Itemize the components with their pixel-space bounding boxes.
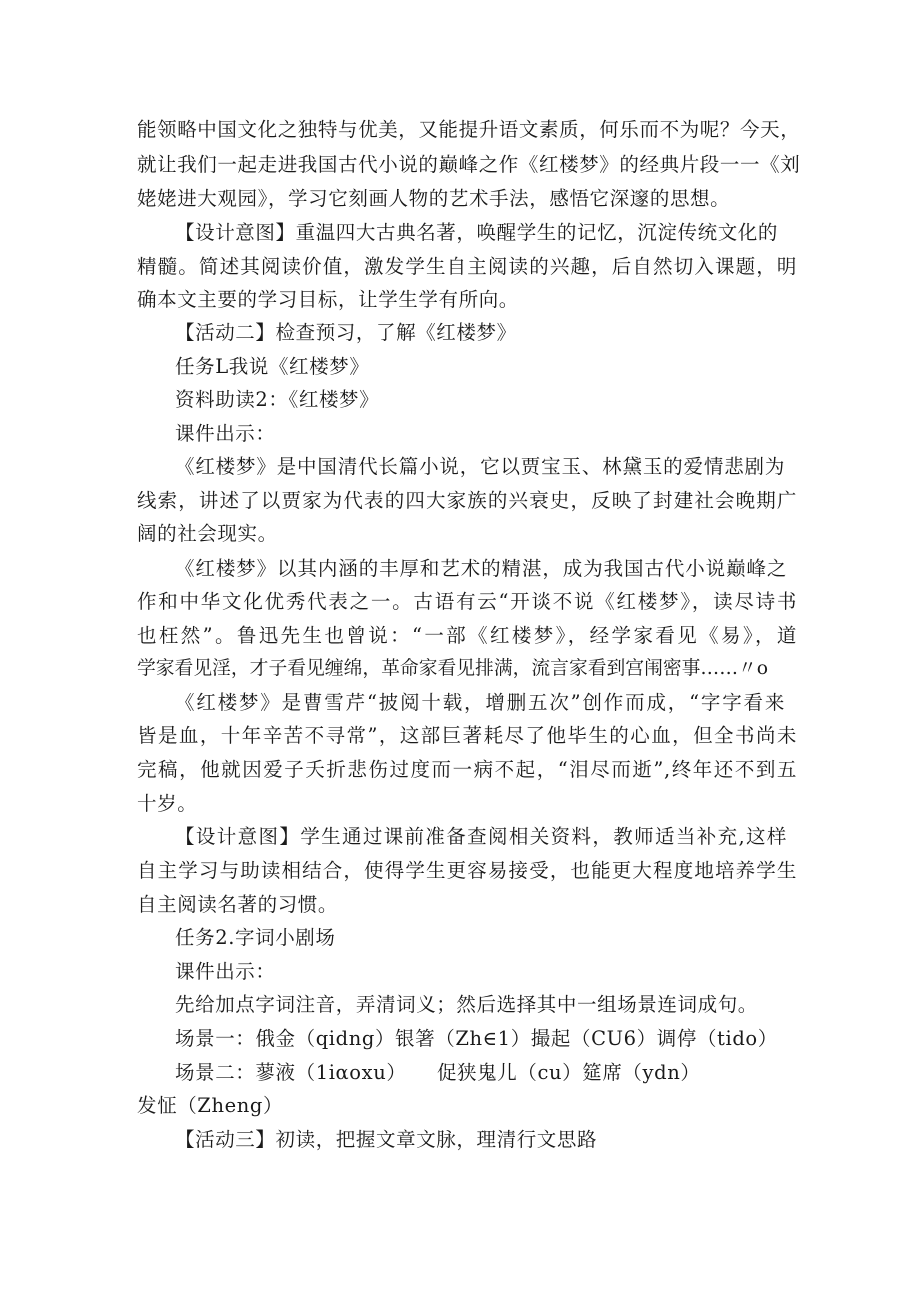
text-line: 十岁。 — [137, 792, 198, 815]
activity-heading: 【活动二】检查预习，了解《红楼梦》 — [175, 321, 517, 344]
text-line: 阔的社会现实。 — [137, 522, 278, 545]
text-line: 也枉然”。鲁迅先生也曾说：“一部《红楼梦》，经学家看见《易》，道 — [137, 624, 797, 647]
text-line: 线索，讲述了以贾家为代表的四大家族的兴衰史，反映了封建社会晚期广 — [137, 489, 797, 512]
reading-aid-heading: 资料助读2：《红楼梦》 — [175, 388, 380, 411]
activity-heading: 【活动三】初读，把握文章文脉，理清行文思路 — [175, 1128, 598, 1151]
instruction-line: 先给加点字词注音，弄清词义；然后选择其中一组场景连词成句。 — [175, 993, 758, 1016]
design-intent-paragraph: 【设计意图】学生通过课前准备查阅相关资料，教师适当补充,这样 — [175, 825, 787, 848]
text-line: 《红楼梦》是曹雪芹“披阅十载，增删五次”创作而成，“字字看来 — [175, 691, 785, 714]
text-line: 精髓。简述其阅读价值，激发学生自主阅读的兴趣，后自然切入课题，明 — [137, 255, 797, 278]
design-intent-paragraph: 【设计意图】重温四大古典名著，唤醒学生的记忆，沉淀传统文化的 — [175, 221, 779, 244]
text-line: 学家看见淫，才子看见缠绵，革命家看见排满，流言家看到宫闱密事……〃o — [137, 658, 769, 679]
text-line: 皆是血，十年辛苦不寻常”，这部巨著耗尽了他毕生的心血，但全书尚未 — [137, 724, 797, 747]
task-heading: 任务L我说《红楼梦》 — [175, 355, 370, 378]
text-line: 《红楼梦》是中国清代长篇小说，它以贾宝玉、林黛玉的爱情悲剧为 — [175, 455, 785, 478]
text-line: 完稿，他就因爱子夭折悲伤过度而一病不起，“泪尽而逝”,终年还不到五 — [137, 758, 797, 781]
text-line: 自主阅读名著的习惯。 — [137, 893, 339, 916]
text-line: 确本文主要的学习目标，让学生学有所向。 — [137, 288, 519, 311]
courseware-label: 课件出示： — [175, 422, 276, 445]
courseware-label: 课件出示： — [175, 960, 276, 983]
text-line: 姥姥进大观园》，学习它刻画人物的艺术手法，感悟它深邃的思想。 — [137, 187, 731, 210]
text-line: 就让我们一起走进我国古代小说的巅峰之作《红楼梦》的经典片段一一《刘 — [137, 153, 801, 176]
text-line: 作和中华文化优秀代表之一。古语有云“开谈不说《红楼梦》，读尽诗书 — [137, 590, 797, 613]
text-line: 自主学习与助读相结合，使得学生更容易接受，也能更大程度地培养学生 — [137, 859, 797, 882]
text-line: 能领略中国文化之独特与优美，又能提升语文素质，何乐而不为呢？今天， — [137, 118, 801, 141]
scene-two-line: 场景二：蓼液（1iαoxu） 促狭鬼儿（cu）筵席（ydn） — [175, 1061, 701, 1084]
text-line: 《红楼梦》以其内涵的丰厚和艺术的精湛，成为我国古代小说巅峰之 — [175, 557, 787, 580]
task-heading: 任务2.字词小剧场 — [175, 926, 336, 949]
scene-two-continuation: 发怔（Zheng） — [137, 1094, 284, 1117]
scene-one-line: 场景一：俄金（qidng）银箸（Zh∈1）撮起（CU6）调停（tido） — [175, 1027, 778, 1050]
